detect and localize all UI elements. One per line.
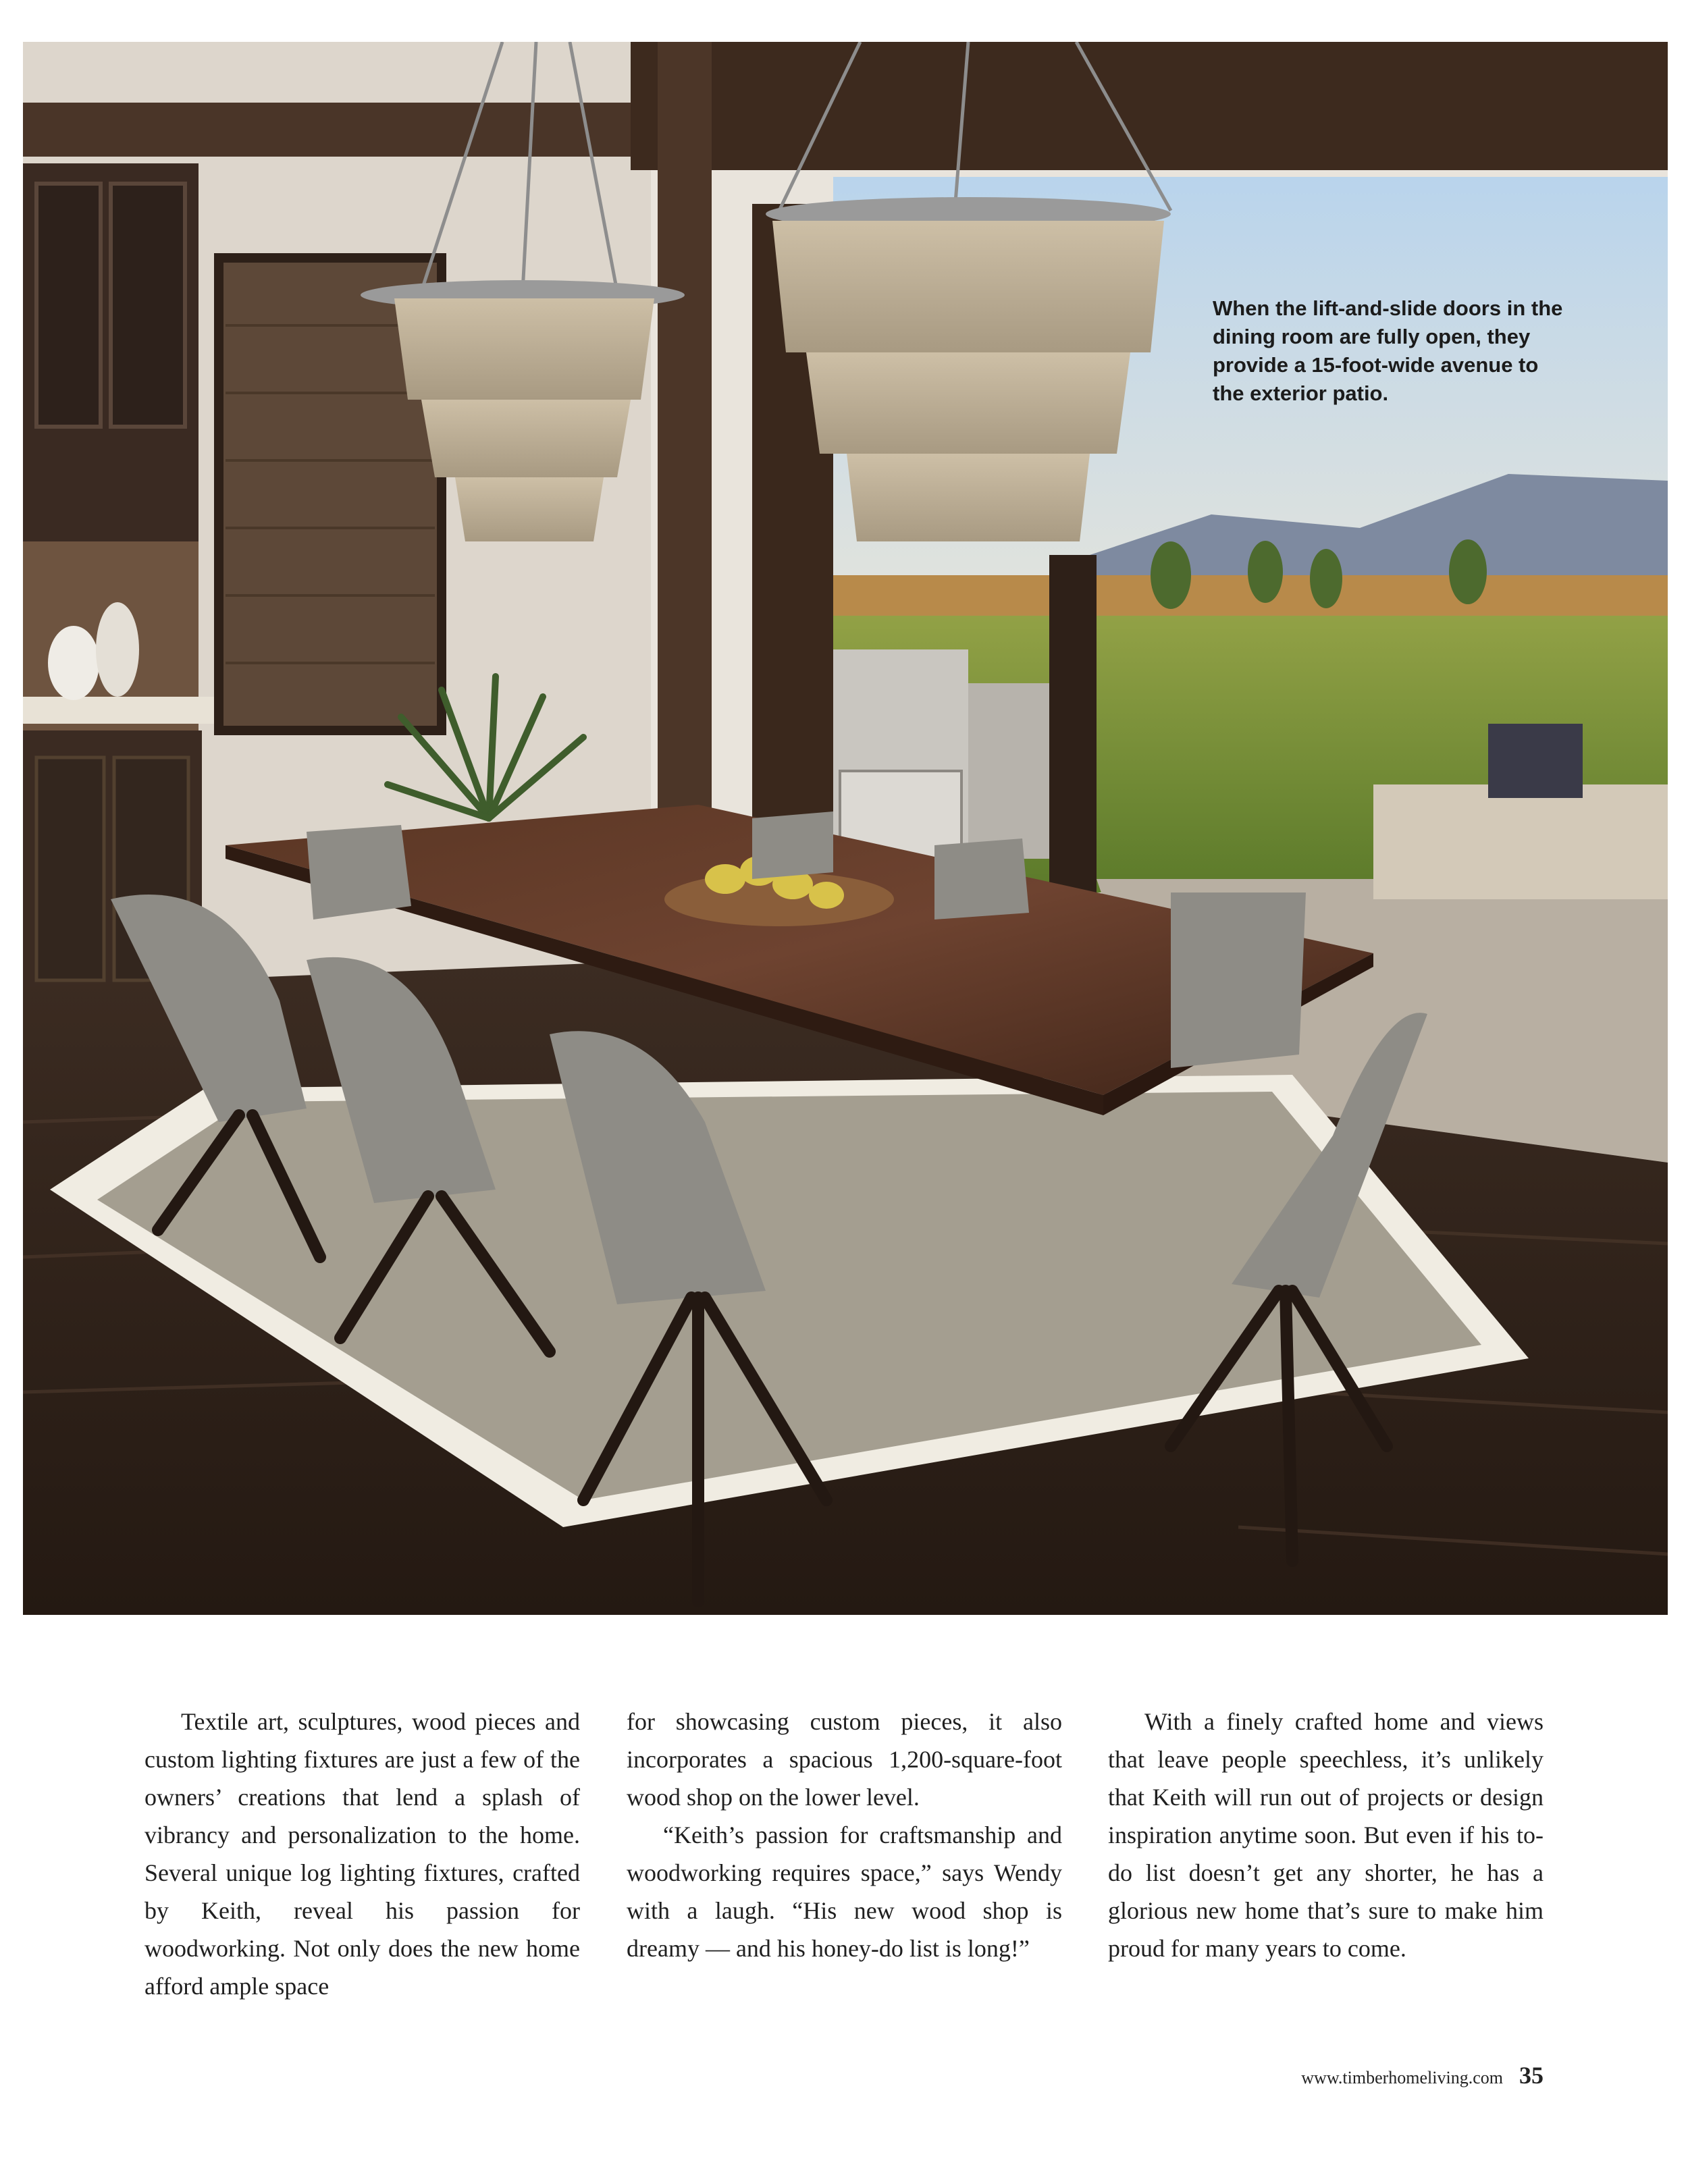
page-number: 35 — [1519, 2062, 1544, 2089]
col2-paragraph-quote: “Keith’s passion for craftsmanship and woodworking requires space,” says Wendy with a laugh. “His new wood shop is dreamy — and his honey-do list is long!” — [627, 1821, 1062, 1962]
photo-caption: When the lift-and-slide doors in the dining room are fully open, they provide a 15-foot-wide avenue to the exterior patio. — [1213, 296, 1563, 405]
column-2 — [627, 1703, 1062, 1967]
column-3 — [1108, 1703, 1544, 1967]
col1-paragraph: Textile art, sculptures, wood pieces and custom lighting fixtures are just a few of the owners’ creations that lend a splash of vibrancy and personalization to the home. Several unique log lighting fixtures, crafted by Keith, reveal his passion for woodworking. Not only does the new home afford ample space — [144, 1708, 580, 2000]
website-url: www.timberhomeliving.com — [1301, 2068, 1503, 2087]
dining-room-illustration — [23, 42, 1668, 1615]
page-footer — [1301, 2061, 1544, 2089]
dining-room-photo — [23, 42, 1668, 1615]
article-body — [144, 1703, 1544, 2013]
column-1 — [144, 1703, 580, 2005]
col3-paragraph: With a finely crafted home and views that leave people speechless, it’s unlikely that Keith will run out of projects or design inspiration anytime soon. But even if his to-do list doesn’t get any shorter, he has a glorious new home that’s sure to make him proud for many years to come. — [1108, 1708, 1544, 1962]
col2-paragraph-continued: for showcasing custom pieces, it also incorporates a spacious 1,200-square-foot wood shop on the lower level. — [627, 1708, 1062, 1811]
